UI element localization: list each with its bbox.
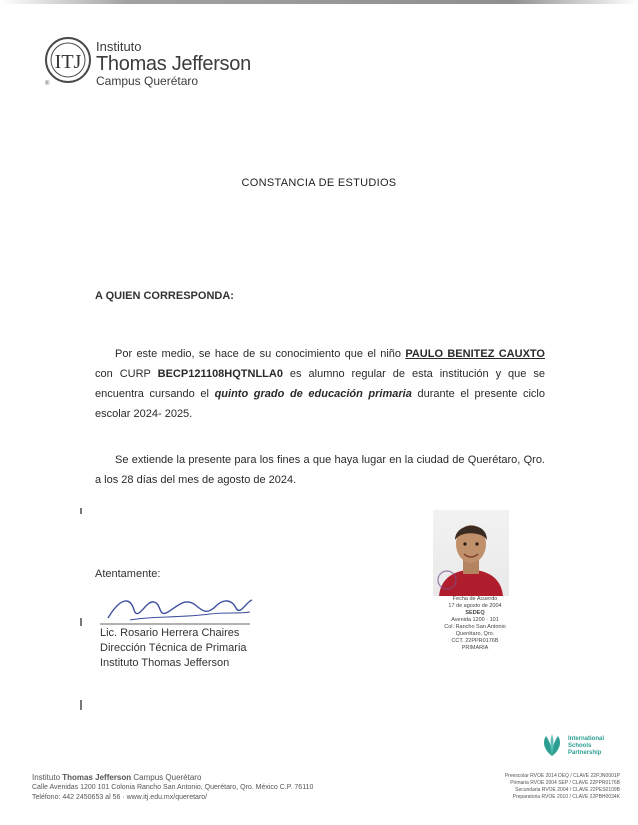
document-title: CONSTANCIA DE ESTUDIOS bbox=[241, 177, 397, 189]
logo-line-1: Instituto bbox=[96, 39, 142, 54]
footer-right bbox=[470, 773, 620, 801]
p1-text-1: Por este medio, se hace de su conocimiento que el niño bbox=[115, 348, 406, 360]
logo-line-2: Thomas Jefferson bbox=[96, 53, 251, 75]
handwritten-signature bbox=[100, 588, 260, 630]
top-edge-line bbox=[0, 0, 638, 4]
signatory-name: Lic. Rosario Herrera Chaires bbox=[100, 627, 240, 639]
footer-right-line: Primaria RVOE 2004 SEP / CLAVE 22PPR0176B bbox=[510, 780, 620, 786]
student-photo bbox=[433, 510, 509, 596]
partner-leaf-icon bbox=[538, 730, 566, 758]
logo-line-3: Campus Querétaro bbox=[96, 74, 199, 88]
institution-name bbox=[96, 40, 251, 87]
footer-contact: Teléfono: 442 2450653 al 56 · www.itj.edu.mx/queretaro/ bbox=[32, 794, 208, 801]
scan-mark bbox=[80, 700, 82, 710]
grade-value: quinto grado de educación primaria bbox=[214, 388, 412, 400]
official-stamp bbox=[420, 596, 530, 652]
svg-text:®: ® bbox=[45, 81, 50, 86]
footer-right-line: Secundaria RVOE 2004 / CLAVE 22PES0109B bbox=[515, 787, 620, 793]
partner-line-3: Partnership bbox=[568, 750, 602, 756]
stamp-line: Fecha de Acuerdo bbox=[452, 596, 498, 602]
p1-text-2: con CURP bbox=[95, 368, 158, 380]
salutation: A QUIEN CORRESPONDA: bbox=[95, 290, 234, 302]
stamp-line: CCT. 22PPR0176B bbox=[451, 638, 499, 644]
scan-mark bbox=[80, 508, 82, 514]
signatory-role: Dirección Técnica de Primaria bbox=[100, 642, 247, 654]
footer-left bbox=[32, 773, 313, 803]
institution-logo-icon bbox=[40, 36, 96, 86]
stamp-line: Querétaro, Qro. bbox=[455, 631, 495, 637]
footer-address: Calle Avenidas 1200 101 Colonia Rancho San Antonio, Querétaro, Qro. México C.P. 76110 bbox=[32, 784, 314, 791]
partner-logo-text bbox=[568, 736, 604, 757]
footer-right-line: Preparatoria RVOE 2010 / CLAVE 22PBH0034K bbox=[512, 794, 620, 800]
student-name: PAULO BENITEZ CAUXTO bbox=[405, 348, 545, 360]
curp-value: BECP121108HQTNLLA0 bbox=[157, 368, 283, 380]
stamp-line: 17 de agosto de 2004 bbox=[448, 603, 502, 609]
stamp-line: SEDEQ bbox=[465, 610, 485, 616]
footer-title: Instituto Thomas Jefferson Campus Querétaro bbox=[32, 773, 202, 782]
stamp-line: PRIMARIA bbox=[461, 645, 489, 651]
signatory-institution: Instituto Thomas Jefferson bbox=[100, 657, 230, 669]
signatory-block bbox=[100, 626, 247, 671]
partner-line-2: Schools bbox=[568, 743, 592, 749]
stamp-line: Avenida 1200 · 101 bbox=[451, 617, 499, 623]
partner-line-1: International bbox=[568, 736, 605, 742]
body-paragraph-1 bbox=[95, 344, 545, 424]
stamp-line: Col. Rancho San Antonio bbox=[444, 624, 506, 630]
p1-text-4: durante el presente ciclo escolar 2024- 2025. bbox=[95, 388, 545, 420]
closing-text: Atentamente: bbox=[95, 568, 161, 580]
footer-right-line: Preescolar RVOE 2014 DEQ / CLAVE 22PJN0001P bbox=[504, 773, 620, 779]
logo-monogram: ITJ bbox=[54, 51, 82, 73]
body-paragraph-2: Se extiende la presente para los fines a que haya lugar en la ciudad de Querétaro, Qro. a los 28 días del mes de agosto de 2024. bbox=[95, 454, 545, 486]
p1-text-3: es alumno regular de esta institución y que se encuentra cursando el bbox=[95, 368, 545, 400]
scan-mark bbox=[80, 618, 82, 626]
